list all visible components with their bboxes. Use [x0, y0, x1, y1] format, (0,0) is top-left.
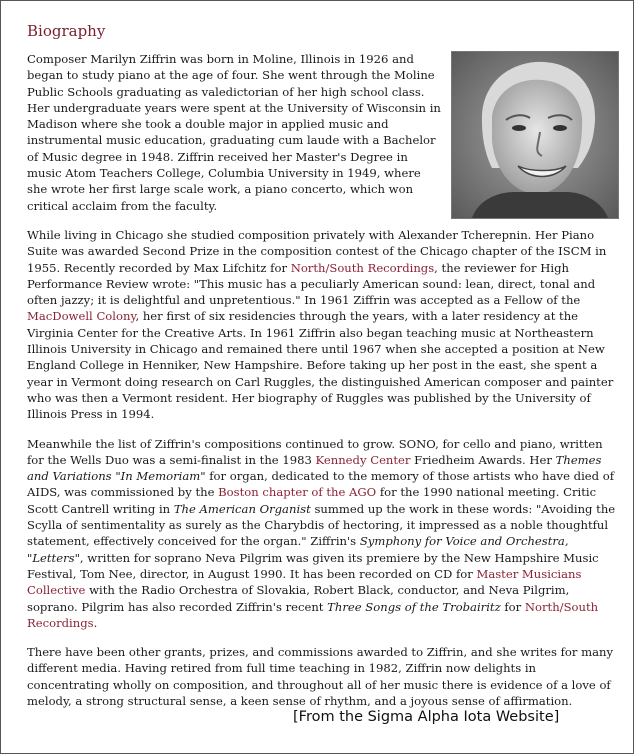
work-title: Three Songs of the Trobairitz: [327, 599, 501, 614]
work-title: Symphony for Voice and Orchestra, "Letters": [27, 534, 569, 565]
paragraph-compositions: [27, 436, 619, 632]
source-credit: [From the Sigma Alpha Iota Website]: [293, 709, 560, 725]
link-macdowell-colony[interactable]: MacDowell Colony: [27, 309, 136, 324]
text-segment: While living in Chicago she studied composition privately with Alexander Tcherepnin. Her Piano Suite was awarded Second Prize in the composition contest of the Chicago chapter of the ISCM in 1955. Recently recorded by Max Lifchitz for: [27, 227, 607, 275]
publication-title: The American Organist: [173, 501, 311, 516]
work-title: Themes and Variations "In Memoriam": [27, 452, 602, 484]
paragraph-early-life: Composer Marilyn Ziffrin was born in Moline, Illinois in 1926 and began to study piano at the age of four. She went through the Moline Public Schools graduating as valedictorian of her high school class. Her undergraduate years were spent at the University of Wisconsin in Madison where she took a double major in applied music and instrumental music education, graduating cum laude with a Bachelor of Music degree in 1948. Ziffrin received her Master's Degree in music Atom Teachers College, Columbia University in 1949, where she wrote her first large scale work, a piano concerto, which won critical acclaim from the faculty.: [27, 52, 441, 213]
page-title: Biography: [27, 22, 106, 40]
text-segment: summed up the work in these words: "Avoiding the Scylla of sentimentality as surely as the Charybdis of hectoring, it impressed as a noble thoughtful statement, effectively conceived for the organ." Ziffrin's: [27, 501, 616, 549]
text-segment: for the 1990 national meeting. Critic Scott Cantrell writing in: [27, 485, 597, 516]
text-segment: for: [500, 599, 525, 614]
link-master-musicians-collective[interactable]: Master Musicians Collective: [27, 566, 582, 598]
paragraph-later-career: There have been other grants, prizes, and commissions awarded to Ziffrin, and she writes for many different media. Having retired from full time teaching in 1982, Ziffrin now delights in concentrating wholly on composition, and throughout all of her music there is evidence of a love of melody, a strong structural sense, a keen sense of rhythm, and a joyous sense of affirmation.: [27, 645, 614, 708]
text-segment: , the reviewer for High Performance Review wrote: "This music has a peculiarly American sound: lean, direct, tonal and often jazzy; it is delightful and unpretentious." In 1961 Ziffrin was accepted as a Fellow of the: [27, 260, 596, 308]
portrait-photo: [451, 51, 619, 219]
link-boston-ago[interactable]: Boston chapter of the AGO: [218, 485, 377, 500]
text-segment: Friedheim Awards. Her: [410, 452, 556, 467]
link-kennedy-center[interactable]: Kennedy Center: [315, 452, 411, 467]
link-north-south-recordings[interactable]: North/South Recordings: [290, 260, 435, 275]
biography-body: [27, 51, 619, 722]
text-segment: .: [93, 615, 98, 630]
paragraph-chicago: [27, 227, 619, 423]
text-segment: , written for soprano Neva Pilgrim was given its premiere by the New Hampshire Music Festival, Tom Nee, director, in August 1990. It has been recorded on CD for: [27, 550, 599, 581]
text-segment: , her first of six residencies through the years, with a later residency at the Virginia Center for the Creative Arts. In 1961 Ziffrin also began teaching music at Northeastern Illinois University in Chicago and remained there until 1967 when she accepted a position at New England College in Henniker, New Hampshire. Before taking up her post in the east, she spent a year in Vermont doing research on Carl Ruggles, the distinguished American composer and painter who was then a Vermont resident. Her biography of Ruggles was published by the University of Illinois Press in 1994.: [27, 309, 614, 422]
text-segment: Meanwhile the list of Ziffrin's compositions continued to grow. SONO, for cello and piano, written for the Wells Duo was a semi-finalist in the 1983: [27, 436, 603, 467]
portrait-image: [452, 52, 618, 218]
text-segment: for organ, dedicated to the memory of those artists who have died of AIDS, was commissioned by the: [27, 469, 615, 500]
link-north-south-recordings-2[interactable]: North/South Recordings: [27, 599, 599, 630]
text-segment: with the Radio Orchestra of Slovakia, Robert Black, conductor, and Neva Pilgrim, soprano. Pilgrim has also recorded Ziffrin's recent: [27, 583, 570, 614]
